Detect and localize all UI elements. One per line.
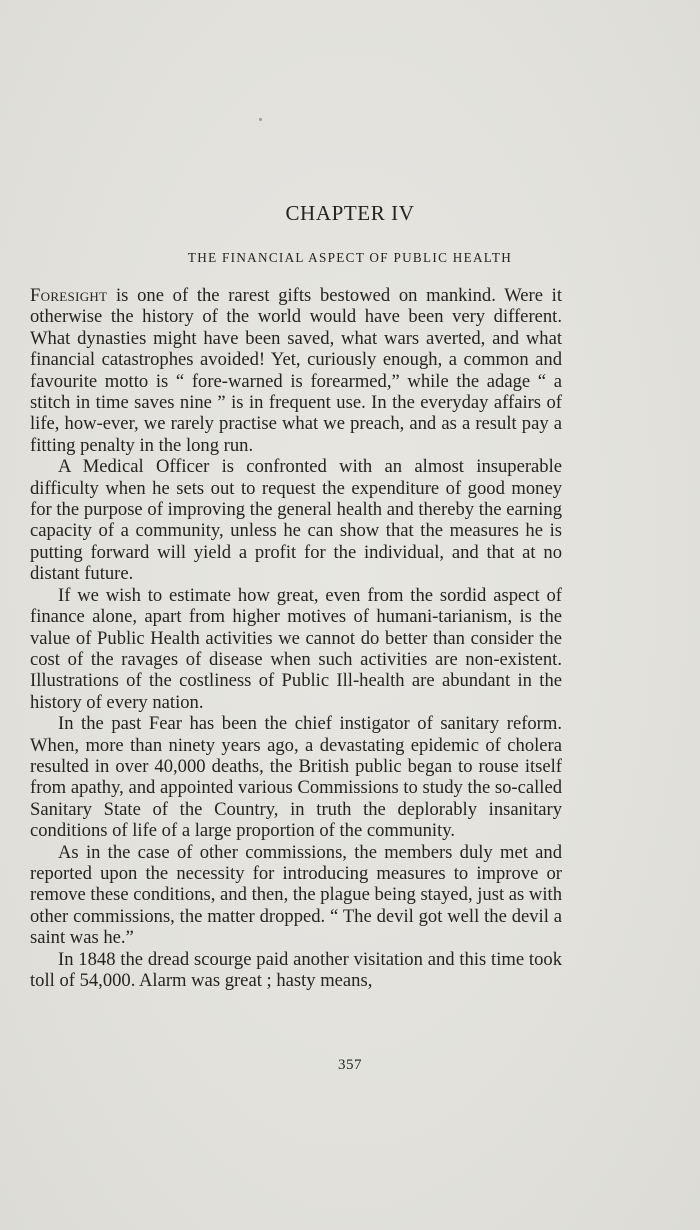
paragraph-3: If we wish to estimate how great, even from the sordid aspect of finance alone, apart from higher motives of humani-tarianism, is the value of Public Health activities we cannot do better than consider the cost of the ravages of disease when such activities are non-existent. Illustrations of the costliness of Public Ill-health are abundant in the history of every nation. (30, 584, 562, 713)
paragraph-4: In the past Fear has been the chief instigator of sanitary reform. When, more than ninety years ago, a devastating epidemic of cholera resulted in over 40,000 deaths, the British public began to rouse itself from apathy, and appointed various Commissions to study the so-called Sanitary State of the Country, in truth the deplorably insanitary conditions of life of a large proportion of the community. (30, 713, 562, 842)
drop-word: Foresight (30, 285, 108, 306)
page-number: 357 (338, 1057, 362, 1073)
body-text (30, 285, 562, 991)
paragraph-1-text: is one of the rarest gifts bestowed on mankind. Were it otherwise the history of the world would have been very different. What dynasties might have been saved, what wars averted, and what financial catastrophes avoided! Yet, curiously enough, a common and favourite motto is “ fore-warned is forearmed,” while the adage “ a stitch in time saves nine ” is in frequent use. In the everyday affairs of life, how-ever, we rarely practise what we preach, and as a result pay a fitting penalty in the long run. (30, 285, 562, 456)
paragraph-1 (30, 285, 562, 456)
chapter-subtitle: THE FINANCIAL ASPECT OF PUBLIC HEALTH (187, 250, 513, 265)
chapter-title: CHAPTER IV (285, 201, 415, 225)
paragraph-2: A Medical Officer is confronted with an almost insuperable difficulty when he sets out to request the expenditure of good money for the purpose of improving the general health and thereby the earning capacity of a community, unless he can show that the measures he is putting forward will yield a profit for the individual, and that at no distant future. (30, 456, 562, 585)
paragraph-6: In 1848 the dread scourge paid another visitation and this time took toll of 54,000. Alarm was great ; hasty means, (30, 948, 562, 991)
paper-speck (259, 118, 262, 121)
paragraph-5: As in the case of other commissions, the members duly met and reported upon the necessity for introducing measures to improve or remove these conditions, and then, the plague being stayed, just as with other commissions, the matter dropped. “ The devil got well the devil a saint was he.” (30, 841, 562, 949)
